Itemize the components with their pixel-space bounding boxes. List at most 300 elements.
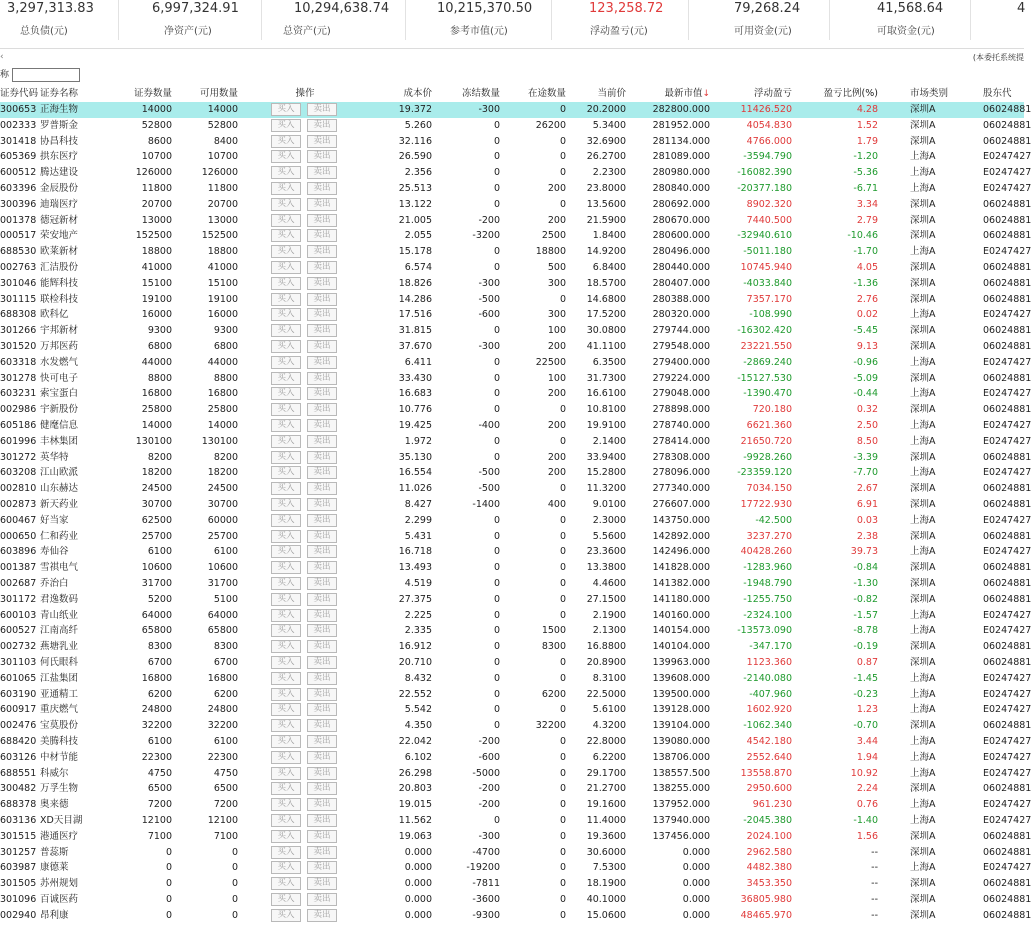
sell-button[interactable]: 卖出 — [307, 798, 337, 811]
buy-button[interactable]: 买入 — [271, 909, 301, 922]
cell-available: 7100 — [213, 830, 238, 842]
cell-floating-pl: 4054.830 — [746, 119, 792, 131]
table-row[interactable] — [0, 450, 1031, 466]
cell-transit: 0 — [559, 736, 566, 747]
cell-floating-pl: -407.960 — [749, 688, 792, 700]
buy-button[interactable]: 买入 — [271, 340, 301, 353]
cell-market: 深圳A — [910, 404, 936, 416]
buy-button[interactable]: 买入 — [271, 103, 301, 116]
sell-button[interactable]: 卖出 — [307, 877, 337, 890]
col-header-floating-pl[interactable]: 浮动盈亏 — [753, 88, 792, 99]
cell-available: 130100 — [201, 435, 238, 447]
cell-price: 13.3800 — [586, 562, 626, 574]
buy-button[interactable]: 买入 — [271, 688, 301, 701]
cell-market: 上海A — [910, 356, 936, 368]
cell-available: 6200 — [213, 688, 238, 700]
buy-button[interactable]: 买入 — [271, 466, 301, 479]
table-row[interactable] — [0, 244, 1031, 260]
cell-holder: E0247427 — [983, 435, 1031, 447]
table-row[interactable] — [0, 497, 1031, 513]
cell-price: 5.6100 — [592, 704, 626, 716]
cell-frozen: -600 — [478, 309, 500, 321]
table-row[interactable] — [0, 892, 1031, 908]
cell-code: 000650 — [0, 530, 37, 542]
cell-code: 301272 — [0, 451, 37, 463]
cell-available: 25800 — [207, 404, 238, 416]
sell-button[interactable]: 卖出 — [307, 198, 337, 211]
col-header-price[interactable]: 当前价 — [597, 88, 626, 99]
table-row[interactable] — [0, 544, 1031, 560]
table-row[interactable] — [0, 307, 1031, 323]
cell-frozen: 0 — [493, 246, 500, 258]
buy-button[interactable]: 买入 — [271, 846, 301, 859]
cell-name: 能辉科技 — [40, 277, 79, 289]
table-row[interactable] — [0, 576, 1031, 592]
cell-available: 31700 — [207, 578, 238, 589]
summary-net-assets — [118, 0, 262, 40]
sell-button[interactable]: 卖出 — [307, 498, 337, 511]
sell-button[interactable]: 卖出 — [307, 688, 337, 701]
buy-button[interactable]: 买入 — [271, 830, 301, 843]
col-header-qty[interactable]: 证券数量 — [133, 88, 172, 99]
sell-button[interactable]: 卖出 — [307, 861, 337, 874]
cell-market-value: 138557.500 — [652, 767, 710, 779]
buy-button[interactable]: 买入 — [271, 656, 301, 669]
cell-cost: 2.225 — [404, 609, 432, 621]
buy-button[interactable]: 买入 — [271, 198, 301, 211]
cell-pl-ratio: 1.23 — [856, 704, 878, 716]
sell-button[interactable]: 卖出 — [307, 150, 337, 163]
table-row[interactable] — [0, 134, 1031, 150]
cell-pl-ratio: 0.02 — [856, 309, 878, 321]
table-row[interactable] — [0, 402, 1031, 418]
sell-button[interactable]: 卖出 — [307, 356, 337, 369]
cell-name: 金辰股份 — [40, 183, 79, 194]
table-row[interactable] — [0, 197, 1031, 213]
cell-market-value: 281134.000 — [652, 135, 710, 147]
cell-holder: 06024881 — [983, 720, 1031, 732]
buy-button[interactable]: 买入 — [271, 387, 301, 400]
table-row[interactable] — [0, 465, 1031, 481]
buy-button[interactable]: 买入 — [271, 577, 301, 590]
sell-button[interactable]: 卖出 — [307, 545, 337, 558]
sell-button[interactable]: 卖出 — [307, 719, 337, 732]
sell-button[interactable]: 卖出 — [307, 830, 337, 843]
cell-transit: 0 — [559, 878, 566, 890]
table-row[interactable] — [0, 671, 1031, 687]
cell-qty: 6100 — [147, 546, 172, 558]
sell-button[interactable]: 卖出 — [307, 767, 337, 780]
cell-pl-ratio: 2.50 — [856, 420, 878, 431]
cell-code: 002763 — [0, 262, 37, 273]
cell-transit: 200 — [547, 420, 566, 431]
cell-floating-pl: 720.180 — [752, 404, 792, 416]
sell-button[interactable]: 卖出 — [307, 451, 337, 464]
sell-button[interactable]: 卖出 — [307, 403, 337, 416]
cell-floating-pl: -4033.840 — [743, 277, 792, 289]
cell-pl-ratio: -5.36 — [853, 167, 878, 179]
cell-price: 29.1700 — [586, 767, 626, 779]
buy-button[interactable]: 买入 — [271, 751, 301, 764]
cell-available: 0 — [231, 894, 238, 905]
cell-price: 32.6900 — [586, 135, 626, 147]
cell-frozen: -300 — [478, 341, 500, 352]
table-row[interactable] — [0, 813, 1031, 829]
cell-qty: 24500 — [141, 483, 172, 495]
sell-button[interactable]: 卖出 — [307, 561, 337, 574]
col-header-pl-ratio[interactable]: 盈亏比例(%) — [823, 88, 878, 99]
cell-price: 2.1900 — [592, 609, 626, 621]
cell-pl-ratio: 2.24 — [856, 783, 878, 795]
col-header-market-value[interactable] — [630, 86, 710, 102]
sell-button[interactable]: 卖出 — [307, 782, 337, 795]
cell-name: 宇邦新材 — [40, 325, 79, 337]
cell-frozen: 0 — [493, 672, 500, 684]
sell-button[interactable]: 卖出 — [307, 656, 337, 669]
table-row[interactable] — [0, 639, 1031, 655]
table-row[interactable] — [0, 434, 1031, 450]
buy-button[interactable]: 买入 — [271, 419, 301, 432]
cell-market-value: 280407.000 — [652, 277, 710, 289]
table-row[interactable] — [0, 766, 1031, 782]
table-row[interactable] — [0, 418, 1031, 434]
cell-name: 江盐集团 — [40, 672, 79, 684]
col-header-frozen[interactable]: 冻结数量 — [461, 88, 500, 99]
sell-button[interactable]: 卖出 — [307, 846, 337, 859]
sell-button[interactable]: 卖出 — [307, 751, 337, 764]
buy-button[interactable]: 买入 — [271, 261, 301, 274]
sell-button[interactable]: 卖出 — [307, 624, 337, 637]
cell-code: 603126 — [0, 751, 37, 763]
table-row[interactable] — [0, 876, 1031, 892]
buy-button[interactable]: 买入 — [271, 150, 301, 163]
cell-code: 603987 — [0, 862, 37, 874]
cell-floating-pl: 2552.640 — [746, 751, 792, 763]
buy-button[interactable]: 买入 — [271, 545, 301, 558]
sell-button[interactable]: 卖出 — [307, 135, 337, 148]
table-row[interactable] — [0, 386, 1031, 402]
table-row[interactable] — [0, 355, 1031, 371]
buy-button[interactable]: 买入 — [271, 403, 301, 416]
sell-button[interactable]: 卖出 — [307, 340, 337, 353]
cell-cost: 13.493 — [398, 562, 432, 574]
cell-pl-ratio: -- — [871, 878, 878, 890]
buy-button[interactable]: 买入 — [271, 135, 301, 148]
cell-pl-ratio: -1.40 — [853, 815, 878, 826]
sell-button[interactable]: 卖出 — [307, 182, 337, 195]
cell-transit: 18800 — [535, 246, 566, 258]
table-row[interactable] — [0, 149, 1031, 165]
table-row[interactable] — [0, 118, 1031, 134]
buy-button[interactable]: 买入 — [271, 719, 301, 732]
buy-button[interactable]: 买入 — [271, 308, 301, 321]
cell-code: 688378 — [0, 799, 37, 811]
buy-button[interactable]: 买入 — [271, 498, 301, 511]
table-row[interactable] — [0, 750, 1031, 766]
cell-qty: 152500 — [135, 230, 172, 242]
sell-button[interactable]: 卖出 — [307, 324, 337, 337]
sell-button[interactable]: 卖出 — [307, 530, 337, 543]
cell-price: 15.0600 — [586, 909, 626, 921]
sell-button[interactable]: 卖出 — [307, 103, 337, 116]
col-header-cost[interactable]: 成本价 — [403, 88, 432, 99]
sell-button[interactable]: 卖出 — [307, 893, 337, 906]
cell-holder: 06024881 — [983, 293, 1031, 305]
table-row[interactable] — [0, 292, 1031, 308]
cell-pl-ratio: -1.30 — [853, 578, 878, 589]
buy-button[interactable]: 买入 — [271, 293, 301, 306]
cell-floating-pl: 961.230 — [752, 799, 792, 811]
cell-available: 10700 — [207, 151, 238, 163]
cell-price: 16.8800 — [586, 641, 626, 653]
cell-code: 688308 — [0, 309, 37, 321]
sell-button[interactable]: 卖出 — [307, 514, 337, 527]
cell-floating-pl: -108.990 — [749, 309, 792, 321]
buy-button[interactable]: 买入 — [271, 798, 301, 811]
sell-button[interactable]: 卖出 — [307, 672, 337, 685]
sell-button[interactable]: 卖出 — [307, 277, 337, 290]
cell-name: 健麾信息 — [40, 420, 79, 431]
cell-transit: 200 — [547, 388, 566, 400]
buy-button[interactable]: 买入 — [271, 514, 301, 527]
cell-available: 8300 — [213, 641, 238, 653]
buy-button[interactable]: 买入 — [271, 229, 301, 242]
cell-holder: 06024881 — [983, 119, 1031, 131]
collapse-arrow-icon[interactable]: ‹ — [0, 52, 4, 62]
cell-holder: 06024881 — [983, 578, 1031, 589]
buy-button[interactable]: 买入 — [271, 435, 301, 448]
buy-button[interactable]: 买入 — [271, 735, 301, 748]
buy-button[interactable]: 买入 — [271, 530, 301, 543]
cell-floating-pl: 11426.520 — [740, 104, 792, 115]
cell-pl-ratio: -0.19 — [853, 641, 878, 653]
cell-qty: 10700 — [141, 151, 172, 163]
buy-button[interactable]: 买入 — [271, 640, 301, 653]
sell-button[interactable]: 卖出 — [307, 387, 337, 400]
table-row[interactable] — [0, 734, 1031, 750]
table-row[interactable] — [0, 228, 1031, 244]
cell-floating-pl: -1283.960 — [743, 562, 792, 574]
sell-button[interactable]: 卖出 — [307, 214, 337, 227]
buy-button[interactable]: 买入 — [271, 782, 301, 795]
cell-pl-ratio: 2.79 — [856, 214, 878, 226]
col-header-name[interactable]: 证券名称 — [40, 88, 79, 99]
buy-button[interactable]: 买入 — [271, 561, 301, 574]
sell-button[interactable]: 卖出 — [307, 435, 337, 448]
sell-button[interactable]: 卖出 — [307, 640, 337, 653]
cell-holder: E0247427 — [983, 609, 1031, 621]
cell-name: 拱东医疗 — [40, 151, 79, 163]
buy-button[interactable]: 买入 — [271, 877, 301, 890]
sell-button[interactable]: 卖出 — [307, 293, 337, 306]
sell-button[interactable]: 卖出 — [307, 245, 337, 258]
buy-button[interactable]: 买入 — [271, 893, 301, 906]
sell-button[interactable]: 卖出 — [307, 261, 337, 274]
buy-button[interactable]: 买入 — [271, 356, 301, 369]
table-header — [0, 86, 1024, 102]
cell-price: 6.8400 — [592, 262, 626, 273]
buy-button[interactable]: 买入 — [271, 814, 301, 827]
cell-code: 002940 — [0, 909, 37, 921]
sell-button[interactable]: 卖出 — [307, 466, 337, 479]
table-row[interactable] — [0, 687, 1031, 703]
cell-name: 苏州规划 — [40, 878, 79, 890]
cell-qty: 14000 — [141, 104, 172, 115]
cell-floating-pl: -3594.790 — [743, 151, 792, 163]
cell-market-value: 139500.000 — [652, 688, 710, 700]
table-row[interactable] — [0, 560, 1031, 576]
table-row[interactable] — [0, 655, 1031, 671]
cell-holder: E0247427 — [983, 688, 1031, 700]
cell-transit: 26200 — [535, 119, 566, 131]
table-row[interactable] — [0, 181, 1031, 197]
summary-extra — [970, 0, 1024, 40]
cell-holder: 06024881 — [983, 214, 1031, 226]
table-row[interactable] — [0, 529, 1031, 545]
sell-button[interactable]: 卖出 — [307, 119, 337, 132]
cell-market-value: 278414.000 — [652, 435, 710, 447]
col-header-code[interactable]: 证券代码 — [0, 88, 39, 99]
cell-holder: 06024881 — [983, 198, 1031, 210]
cell-price: 21.2700 — [586, 783, 626, 795]
cell-holder: 06024881 — [983, 262, 1031, 273]
cell-holder: 06024881 — [983, 846, 1031, 858]
sell-button[interactable]: 卖出 — [307, 308, 337, 321]
buy-button[interactable]: 买入 — [271, 214, 301, 227]
buy-button[interactable]: 买入 — [271, 861, 301, 874]
col-header-market[interactable]: 市场类别 — [910, 88, 949, 99]
table-row[interactable] — [0, 481, 1031, 497]
cell-market: 上海A — [910, 435, 936, 447]
table-row[interactable] — [0, 592, 1031, 608]
cell-market: 深圳A — [910, 657, 936, 668]
table-row[interactable] — [0, 829, 1031, 845]
sell-button[interactable]: 卖出 — [307, 814, 337, 827]
sell-button[interactable]: 卖出 — [307, 909, 337, 922]
buy-button[interactable]: 买入 — [271, 624, 301, 637]
table-row[interactable] — [0, 260, 1031, 276]
cell-price: 31.7300 — [586, 372, 626, 384]
cell-code: 002333 — [0, 119, 37, 131]
buy-button[interactable]: 买入 — [271, 182, 301, 195]
table-row[interactable] — [0, 323, 1031, 339]
buy-button[interactable]: 买入 — [271, 166, 301, 179]
col-header-available[interactable]: 可用数量 — [199, 88, 238, 99]
cell-pl-ratio: -- — [871, 894, 878, 905]
table-row[interactable] — [0, 213, 1031, 229]
table-row[interactable] — [0, 513, 1031, 529]
table-row[interactable] — [0, 718, 1031, 734]
buy-button[interactable]: 买入 — [271, 119, 301, 132]
table-row[interactable] — [0, 623, 1031, 639]
sell-button[interactable]: 卖出 — [307, 419, 337, 432]
buy-button[interactable]: 买入 — [271, 324, 301, 337]
buy-button[interactable]: 买入 — [271, 767, 301, 780]
cell-floating-pl: -16082.390 — [737, 167, 792, 179]
sell-button[interactable]: 卖出 — [307, 482, 337, 495]
sell-button[interactable]: 卖出 — [307, 229, 337, 242]
cell-holder: E0247427 — [983, 799, 1031, 811]
cell-code: 688551 — [0, 767, 37, 779]
table-row[interactable] — [0, 781, 1031, 797]
table-row[interactable] — [0, 276, 1031, 292]
buy-button[interactable]: 买入 — [271, 482, 301, 495]
buy-button[interactable]: 买入 — [271, 451, 301, 464]
table-row[interactable] — [0, 908, 1031, 924]
cell-name: 美腾科技 — [40, 736, 79, 747]
cell-transit: 0 — [559, 909, 566, 921]
col-header-holder[interactable]: 股东代 — [983, 88, 1012, 99]
col-header-transit[interactable]: 在途数量 — [527, 88, 566, 99]
cell-price: 1.8400 — [592, 230, 626, 242]
cell-available: 0 — [231, 846, 238, 858]
sell-button[interactable]: 卖出 — [307, 735, 337, 748]
buy-button[interactable]: 买入 — [271, 277, 301, 290]
table-row[interactable] — [0, 702, 1031, 718]
cell-qty: 15100 — [141, 277, 172, 289]
cell-transit: 500 — [547, 262, 566, 273]
cell-qty: 9300 — [147, 325, 172, 337]
sell-button[interactable]: 卖出 — [307, 703, 337, 716]
cell-holder: E0247427 — [983, 246, 1031, 258]
cell-transit: 300 — [547, 309, 566, 321]
buy-button[interactable]: 买入 — [271, 672, 301, 685]
cell-holder: 06024881 — [983, 894, 1031, 905]
cell-market: 上海A — [910, 388, 936, 400]
cell-available: 16000 — [207, 309, 238, 321]
cell-pl-ratio: 39.73 — [850, 546, 878, 558]
cell-market-value: 139080.000 — [652, 736, 710, 747]
table-row[interactable] — [0, 371, 1031, 387]
cell-holder: 06024881 — [983, 341, 1031, 352]
cell-holder: 06024881 — [983, 499, 1031, 510]
table-row[interactable] — [0, 797, 1031, 813]
sell-button[interactable]: 卖出 — [307, 166, 337, 179]
buy-button[interactable]: 买入 — [271, 372, 301, 385]
buy-button[interactable]: 买入 — [271, 593, 301, 606]
sell-button[interactable]: 卖出 — [307, 577, 337, 590]
cell-market-value: 279048.000 — [652, 388, 710, 400]
buy-button[interactable]: 买入 — [271, 245, 301, 258]
sell-button[interactable]: 卖出 — [307, 609, 337, 622]
cell-cost: 33.430 — [398, 372, 432, 384]
cell-code: 301515 — [0, 830, 37, 842]
sell-button[interactable]: 卖出 — [307, 372, 337, 385]
cell-market: 上海A — [910, 625, 936, 637]
cell-qty: 19100 — [141, 293, 172, 305]
buy-button[interactable]: 买入 — [271, 609, 301, 622]
sell-button[interactable]: 卖出 — [307, 593, 337, 606]
cell-market-value: 141180.000 — [652, 593, 710, 605]
cell-price: 9.0100 — [592, 499, 626, 510]
table-row[interactable] — [0, 608, 1031, 624]
cell-market: 上海A — [910, 183, 936, 194]
cell-code: 688530 — [0, 246, 37, 258]
filter-input[interactable] — [12, 68, 80, 82]
cell-cost: 32.116 — [398, 135, 432, 147]
table-row[interactable] — [0, 165, 1031, 181]
cell-floating-pl: 7034.150 — [746, 483, 792, 495]
table-row[interactable] — [0, 339, 1031, 355]
table-row[interactable] — [0, 860, 1031, 876]
table-row[interactable] — [0, 102, 1031, 118]
buy-button[interactable]: 买入 — [271, 703, 301, 716]
cell-market-value: 276607.000 — [652, 499, 710, 510]
table-row[interactable] — [0, 845, 1031, 861]
cell-price: 18.1900 — [586, 878, 626, 890]
cell-name: 江山欧派 — [40, 467, 79, 479]
cell-price: 6.3500 — [592, 356, 626, 368]
